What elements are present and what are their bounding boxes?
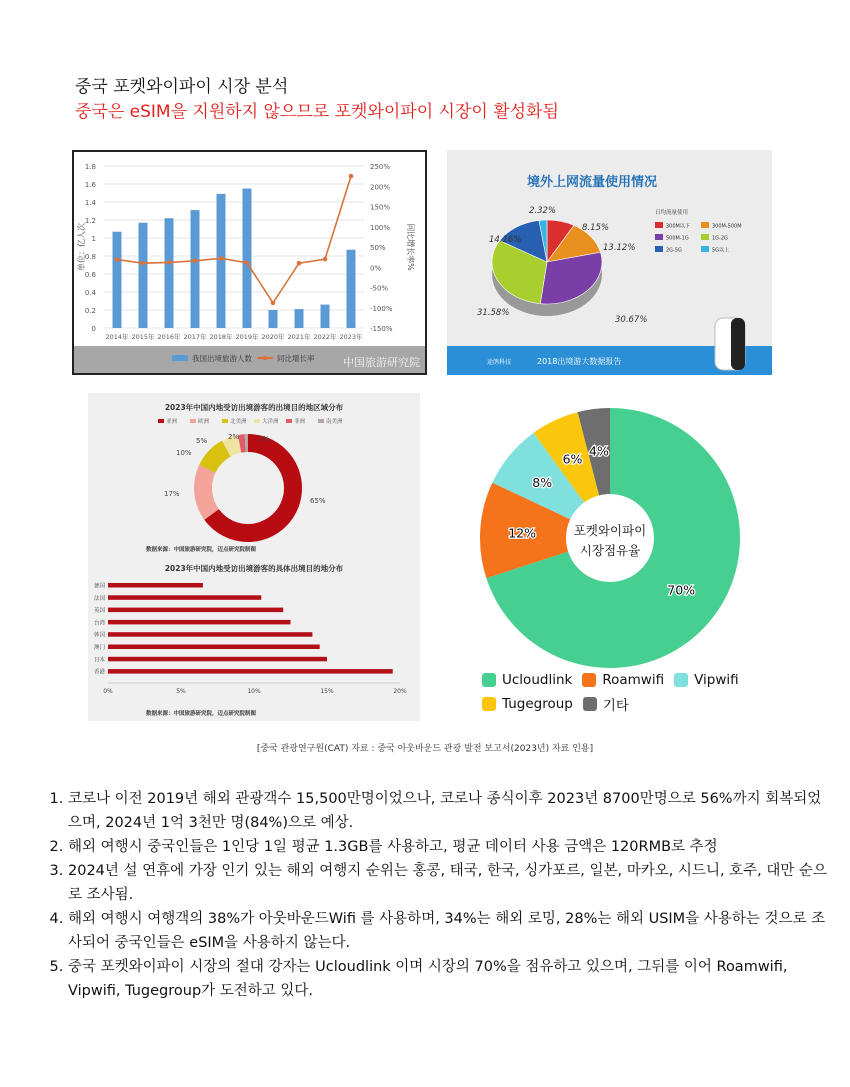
bar: [113, 232, 122, 328]
y-tick-label: 1: [91, 235, 96, 243]
slice-label: 12%: [508, 525, 537, 541]
legend-label: Roamwifi: [602, 672, 665, 688]
growth-point: [219, 256, 224, 261]
hbar: [108, 620, 291, 625]
legend-swatch: [674, 673, 688, 687]
x-tick-label: 5%: [176, 688, 186, 695]
x-tick-label: 2020年: [261, 333, 285, 341]
slice-label: 2%: [228, 433, 240, 441]
legend-swatch: [701, 246, 709, 252]
footer-label: 2018出境游大数据报告: [537, 357, 622, 366]
legend-label: 亚洲: [166, 419, 178, 425]
y-tick-label: 0.2: [84, 307, 96, 315]
x-tick-label: 10%: [247, 688, 261, 695]
note-item: 4. 해외 여행시 여행객의 38%가 아웃바운드Wifi 를 사용하며, 34%는 해외 로밍, 28%는 해외 USIM을 사용하는 것으로 조사되어 중국인들은 eSIM을 사용하지 않는다.: [68, 907, 828, 955]
data-usage-chart: [447, 150, 772, 375]
slice-label: 8.15%: [582, 223, 610, 233]
legend-swatch: [254, 419, 260, 423]
note-item: 5. 중국 포켓와이파이 시장의 절대 강자는 Ucloudlink 이며 시장의 70%을 점유하고 있으며, 그뒤를 이어 Roamwifi, Vipwifi, Tugegroup가 도전하고 있다.: [68, 955, 828, 1003]
growth-point: [167, 260, 172, 265]
legend-label: 500M-1G: [666, 235, 689, 242]
x-tick-label: 20%: [393, 688, 407, 695]
y2-tick-label: 150%: [370, 203, 391, 212]
legend-swatch: [482, 697, 496, 711]
y-tick-label: 1.2: [84, 217, 96, 225]
slice-label: 13.12%: [603, 243, 636, 253]
x-tick-label: 2016年: [157, 333, 181, 341]
x-tick-label: 15%: [320, 688, 334, 695]
bar: [269, 310, 278, 328]
outbound-trips-svg: [74, 152, 425, 373]
chart-title: 2023年中国内地受访出境游客的具体出境目的地分布: [164, 564, 344, 573]
y-tick-label: 0: [91, 325, 96, 333]
legend-label: 5G以上: [712, 247, 730, 254]
y2-axis-label: 同比增长率%: [406, 223, 415, 271]
legend-swatch: [482, 673, 496, 687]
center-label: 포켓와이파이: [573, 523, 647, 538]
y-tick-label: 0.6: [84, 271, 96, 279]
growth-point: [349, 174, 354, 179]
legend-label: Tugegroup: [502, 696, 573, 712]
source-label: 数据来源：中国旅游研究院，迈点研究院制图: [146, 547, 257, 553]
legend-swatch: [158, 419, 164, 423]
y-tick-label: 1.4: [84, 199, 96, 207]
legend-swatch: [655, 222, 663, 228]
hbar: [108, 632, 312, 637]
growth-point: [297, 261, 302, 266]
legend-label: Ucloudlink: [502, 672, 573, 688]
destination-charts: [88, 393, 420, 721]
legend-label: 1G-2G: [712, 235, 728, 242]
x-tick-label: 2019年: [235, 333, 259, 341]
donut-slice: [194, 465, 219, 520]
legend-label: 大洋洲: [262, 419, 279, 425]
x-tick-label: 2021年: [287, 333, 311, 341]
slice-label: 17%: [164, 490, 180, 498]
legend-swatch: [655, 246, 663, 252]
hbar: [108, 657, 327, 662]
slice-label: 65%: [310, 497, 326, 505]
legend-label: 2G-5G: [666, 247, 682, 254]
note-item: 2. 해외 여행시 중국인들은 1인당 1일 평균 1.3GB를 사용하고, 평균 데이터 사용 금액은 120RMB로 추정: [68, 835, 828, 859]
hbar: [108, 645, 320, 650]
legend-bar-label: 我国出境旅游人数: [192, 354, 252, 363]
category-label: 英国: [93, 608, 105, 615]
growth-point: [115, 257, 120, 262]
legend-line-label: 同比增长率: [277, 354, 315, 363]
y2-tick-label: 250%: [370, 163, 391, 171]
slice-label: 14.16%: [489, 235, 522, 245]
chart-title: 境外上网流量使用情况: [526, 175, 658, 190]
slice-label: 10%: [176, 449, 192, 457]
growth-point: [271, 301, 276, 306]
source-label: 数据来源：中国旅游研究院，迈点研究院制图: [146, 711, 257, 717]
watermark: 中国旅游研究院: [343, 356, 420, 369]
bar: [139, 223, 148, 328]
legend-swatch-point: [263, 356, 268, 361]
pie-center: [566, 494, 654, 582]
center-label: 시장점유율: [579, 543, 641, 558]
x-tick-label: 2014年: [105, 333, 129, 341]
slice-label: 6%: [562, 451, 583, 467]
y2-tick-label: -100%: [370, 304, 393, 313]
y-tick-label: 0.8: [84, 253, 96, 261]
legend-swatch: [701, 222, 709, 228]
y2-tick-label: 50%: [370, 244, 386, 252]
bar: [321, 305, 330, 328]
x-tick-label: 0%: [103, 688, 113, 695]
category-label: 法国: [93, 595, 105, 602]
y-tick-label: 1.6: [84, 181, 96, 189]
legend-swatch-bar: [172, 355, 188, 361]
y2-tick-label: -50%: [370, 284, 389, 293]
legend-swatch: [582, 673, 596, 687]
legend-swatch: [583, 697, 597, 711]
legend-swatch: [701, 234, 709, 240]
destination-svg: [88, 393, 420, 721]
legend-item: [582, 668, 664, 692]
outbound-trips-chart: [72, 150, 427, 375]
y2-tick-label: -150%: [370, 325, 393, 333]
legend-swatch: [222, 419, 228, 423]
growth-point: [141, 261, 146, 266]
bar: [243, 189, 252, 329]
slice-label: 4%: [589, 443, 609, 459]
hbar: [108, 669, 393, 674]
growth-line: [117, 176, 351, 303]
legend-label: 欧洲: [198, 419, 210, 425]
legend-label: 北美洲: [230, 419, 247, 425]
legend-item: [583, 692, 629, 716]
hbar: [108, 595, 261, 600]
legend-label: 非洲: [294, 419, 306, 425]
legend-swatch: [286, 419, 292, 423]
growth-point: [323, 257, 328, 262]
category-label: 澳门: [93, 645, 105, 651]
bar: [295, 309, 304, 328]
legend-label: 南美洲: [326, 419, 343, 425]
x-tick-label: 2015年: [131, 333, 155, 341]
pocket-wifi-legend: [482, 668, 772, 716]
category-label: 香港: [93, 669, 105, 676]
category-label: 台湾: [93, 620, 105, 627]
category-label: 德国: [93, 583, 105, 590]
bar: [347, 250, 356, 328]
hbar: [108, 608, 283, 613]
x-tick-label: 2023年: [339, 333, 363, 341]
category-label: 韩国: [93, 632, 105, 639]
analysis-notes: [48, 787, 828, 1003]
device-band-icon: [731, 318, 745, 370]
legend-label: 300M-500M: [712, 223, 742, 230]
slice-label: 30.67%: [615, 315, 648, 325]
note-item: 1. 코로나 이전 2019년 해외 관광객수 15,500만명이었으나, 코로나 종식이후 2023년 8700만명으로 56%까지 회복되었으며, 2024년 1억 3천만 명(84%)으로 예상.: [68, 787, 828, 835]
bar: [165, 218, 174, 328]
y-axis-label: 单位：亿人次: [77, 223, 86, 271]
slice-label: 1%: [258, 435, 270, 443]
legend-title: 日均流量使用: [655, 210, 689, 216]
y2-tick-label: 200%: [370, 183, 391, 192]
x-tick-label: 2018年: [209, 333, 233, 341]
growth-point: [193, 258, 198, 263]
slice-label: 8%: [532, 474, 553, 490]
x-tick-label: 2017年: [183, 333, 207, 341]
page-subtitle: 중국은 eSIM을 지원하지 않으므로 포켓와이파이 시장이 활성화됨: [75, 102, 559, 122]
source-caption: [중국 관광연구원(CAT) 자료 : 중국 아웃바운드 관광 발전 보고서(2023년) 자료 인용]: [256, 744, 594, 754]
legend-item: [674, 668, 739, 692]
legend-item: [482, 668, 572, 692]
note-item: 3. 2024년 설 연휴에 가장 인기 있는 해외 여행지 순위는 홍콩, 태국, 한국, 싱가포르, 일본, 마카오, 시드니, 호주, 대만 순으로 조사됨.: [68, 859, 828, 907]
y-tick-label: 0.4: [84, 289, 96, 297]
legend-swatch: [190, 419, 196, 423]
category-label: 日本: [93, 657, 105, 664]
growth-point: [245, 260, 250, 265]
data-usage-svg: [447, 150, 772, 375]
y2-tick-label: 100%: [370, 223, 391, 232]
x-tick-label: 2022年: [313, 333, 337, 341]
slice-label: 70%: [667, 582, 696, 598]
slice-label: 31.58%: [477, 308, 510, 318]
legend-swatch: [655, 234, 663, 240]
pocket-wifi-share-svg: [470, 393, 760, 668]
y-tick-label: 1.8: [84, 163, 96, 171]
brand-label: 途鸽科技: [487, 359, 512, 366]
legend-swatch: [318, 419, 324, 423]
bar: [191, 210, 200, 328]
y2-tick-label: 0%: [370, 264, 382, 273]
slice-label: 2.32%: [529, 206, 557, 216]
bar: [217, 194, 226, 328]
legend-label: 300M以下: [666, 223, 690, 230]
chart-title: 2023年中国内地受访出境游客的出境目的地区域分布: [164, 403, 344, 412]
page-title: 중국 포켓와이파이 시장 분석: [75, 77, 289, 97]
legend-label: Vipwifi: [694, 672, 739, 688]
hbar: [108, 583, 203, 588]
legend-item: [482, 692, 573, 716]
slice-label: 5%: [196, 437, 208, 445]
legend-label: 기타: [602, 698, 629, 714]
